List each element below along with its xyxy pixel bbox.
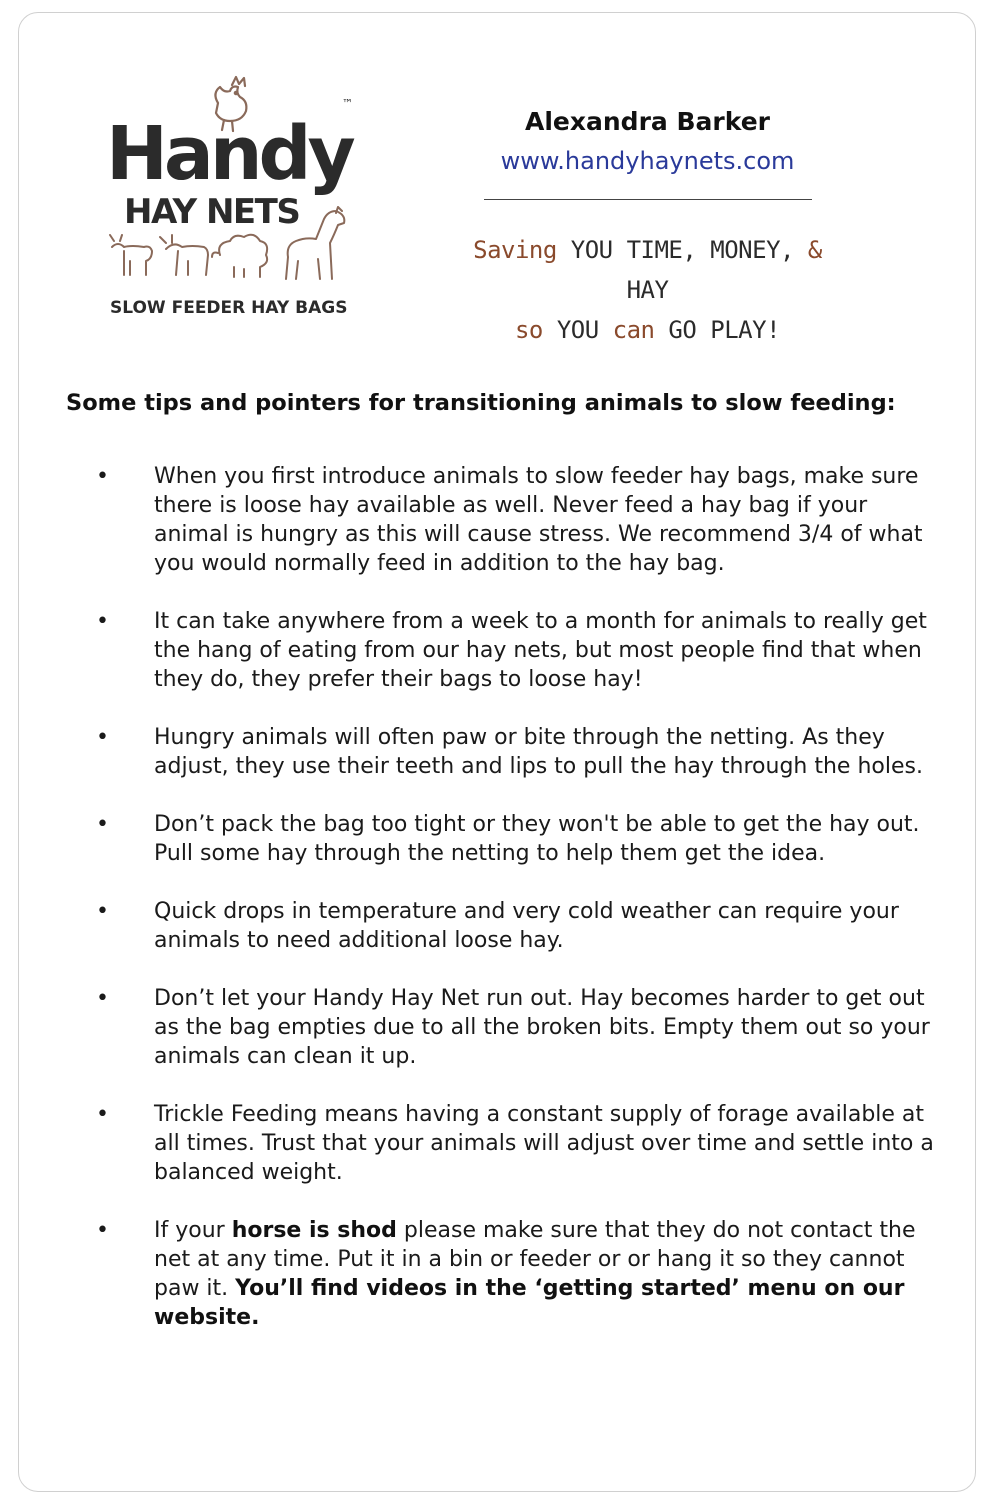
list-item (90, 607, 940, 694)
bullet-icon: • (96, 725, 109, 750)
bullet-icon: • (96, 812, 109, 837)
bullet-icon: • (96, 609, 109, 634)
tips-list (90, 462, 940, 1361)
contact-divider (484, 199, 812, 200)
tip-text: Trickle Feeding means having a constant supply of forage available at all times. Trust that your animals will adjust over time and settle into a balanced weight. (154, 1102, 934, 1185)
bullet-icon: • (96, 899, 109, 924)
list-item (90, 723, 940, 781)
list-item (90, 1100, 940, 1187)
logo-tagline: SLOW FEEDER HAY BAGS (110, 298, 348, 318)
tip-text: If your horse is shod please make sure that they do not contact the net at any time. Put it in a bin or feeder or or hang it so they cannot paw it. You’ll find videos in the ‘getting started’ menu on our website. (154, 1218, 916, 1330)
website-link[interactable]: www.handyhaynets.com (500, 147, 795, 175)
emphasis-horse-shod: horse is shod (231, 1218, 397, 1243)
slogan-line-2: so YOU can GO PLAY! (514, 316, 781, 344)
logo-graphic (100, 55, 375, 330)
tip-text: It can take anywhere from a week to a month for animals to really get the hang of eating from our hay nets, but most people find that when they do, they prefer their bags to loose hay! (154, 609, 927, 692)
bullet-icon: • (96, 464, 109, 489)
list-item (90, 984, 940, 1071)
bullet-icon: • (96, 1102, 109, 1127)
tips-heading: Some tips and pointers for transitioning animals to slow feeding: (66, 390, 896, 416)
slogan-line-1: Saving YOU TIME, MONEY, & HAY (473, 236, 822, 304)
logo-word-hay-nets: HAY NETS (124, 192, 300, 232)
tip-text: When you first introduce animals to slow feeder hay bags, make sure there is loose hay available as well. Never feed a hay bag if your animal is hungry as this will cause stress. We recommend 3/4 of what you would normally feed in addition to the hay bag. (154, 464, 923, 576)
brand-logo (100, 55, 375, 330)
contact-block (470, 105, 825, 350)
trademark-symbol: ™ (342, 97, 353, 110)
logo-word-handy: Handy (106, 111, 352, 197)
slogan (470, 230, 825, 350)
tip-text: Hungry animals will often paw or bite through the netting. As they adjust, they use their teeth and lips to pull the hay through the holes. (154, 725, 923, 779)
tip-text: Quick drops in temperature and very cold weather can require your animals to need additional loose hay. (154, 899, 899, 953)
tip-text: Don’t let your Handy Hay Net run out. Hay becomes harder to get out as the bag empties due to all the broken bits. Empty them out so your animals can clean it up. (154, 986, 930, 1069)
tip-text: Don’t pack the bag too tight or they won't be able to get the hay out. Pull some hay through the netting to help them get the idea. (154, 812, 920, 866)
list-item (90, 1216, 940, 1332)
list-item (90, 897, 940, 955)
list-item (90, 810, 940, 868)
bullet-icon: • (96, 986, 109, 1011)
emphasis-videos-note: You’ll find videos in the ‘getting started’ menu on our website. (154, 1276, 905, 1330)
contact-name: Alexandra Barker (525, 107, 770, 136)
list-item (90, 462, 940, 578)
bullet-icon: • (96, 1218, 109, 1243)
